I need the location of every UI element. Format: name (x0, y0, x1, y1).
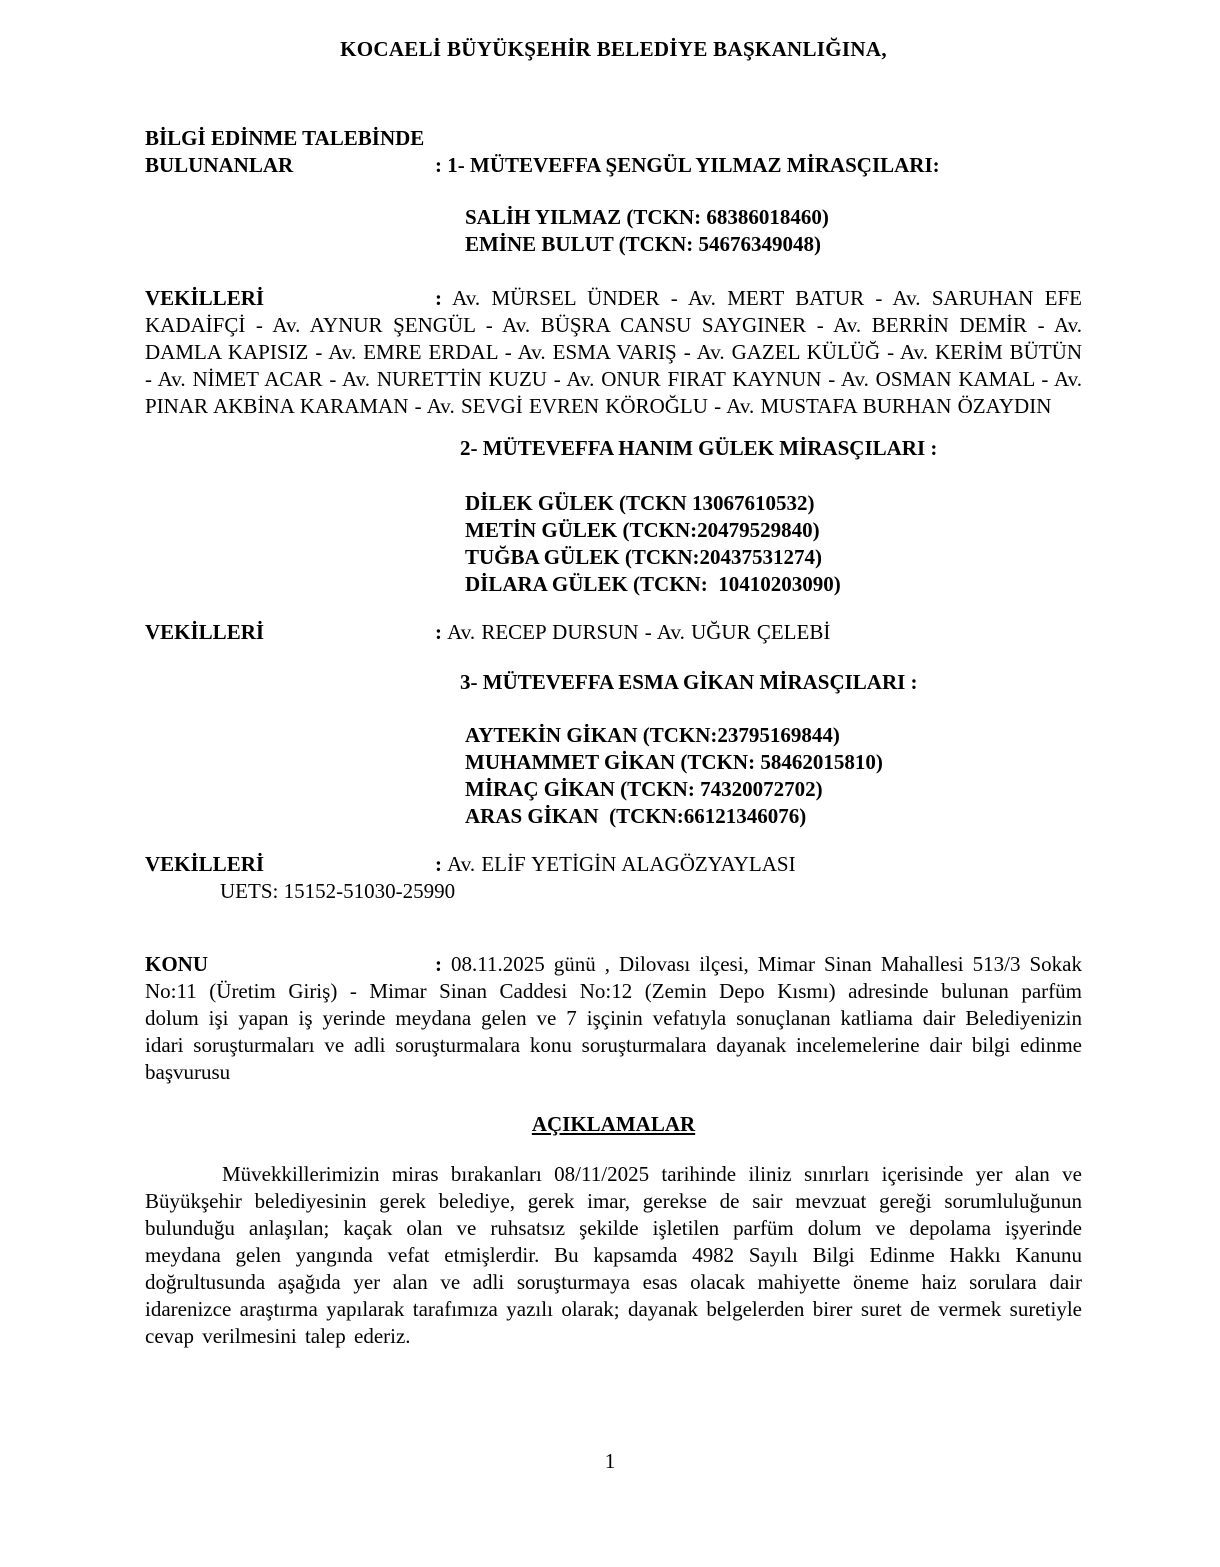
konu-text: 08.11.2025 günü , Dilovası ilçesi, Mimar Sinan Mahallesi 513/3 Sokak No:11 (Üretim Giriş) - Mimar Sinan Caddesi No:12 (Zemin Depo Kısmı) adresinde bulunan parfüm dolum işi yapan iş yerinde meydana gelen ve 7 işçinin vefatıyla sonuçlanan katliama dair Belediyenizin idari soruşturmaları ve adli soruşturmalara konu soruşturmalara dayanak incelemelerine dair bilgi edinme başvurusu (145, 952, 1082, 1084)
group-3-heirs (465, 722, 1082, 830)
heir-name: MİRAÇ GİKAN (TCKN: 74320072702) (465, 777, 823, 801)
group-1-heading: 1- MÜTEVEFFA ŞENGÜL YILMAZ MİRASÇILARI: (447, 153, 940, 177)
aciklamalar-paragraph: Müvekkillerimizin miras bırakanları 08/11/2025 tarihinde iliniz sınırları içerisinde yer alan ve Büyükşehir belediyesinin gerek belediye, gerek imar, gerekse de sair mevzuat gereği sorumluluğunun bulunduğu anlaşılan; kaçak olan ve ruhsatsız şekilde işletilen parfüm dolum ve depolama işyerinde meydana gelen yangında vefat etmişlerdir. Bu kapsamda 4982 Sayılı Bilgi Edinme Hakkı Kanunu doğrultusunda aşağıda yer alan ve adli soruşturmaya esas olacak mahiyette öneme haiz sorulara dair idarenizce araştırma yapılarak tarafımıza yazılı olarak; dayanak belgelerden birer suret de vermek suretiyle cevap verilmesini talep ederiz. (145, 1162, 1082, 1348)
uets-line: UETS: 15152-51030-25990 (220, 879, 456, 903)
applicants-label-line1: BİLGİ EDİNME TALEBİNDE (145, 126, 425, 150)
group-2-heading: 2- MÜTEVEFFA HANIM GÜLEK MİRASÇILARI : (460, 436, 938, 460)
attorneys-list: Av. RECEP DURSUN - Av. UĞUR ÇELEBİ (447, 620, 831, 644)
attorneys-label: VEKİLLERİ (145, 852, 265, 876)
konu-paragraph (145, 951, 1082, 1086)
applicants-label-line2: BULUNANLAR (145, 153, 294, 177)
aciklamalar-heading: AÇIKLAMALAR (531, 1112, 696, 1136)
konu-label: KONU (145, 952, 208, 976)
heir-name: SALİH YILMAZ (TCKN: 68386018460) (465, 205, 829, 229)
group-2-heirs (465, 490, 1082, 598)
group-3-heading: 3- MÜTEVEFFA ESMA GİKAN MİRASÇILARI : (460, 670, 918, 694)
attorneys-label: VEKİLLERİ (145, 286, 265, 310)
heir-name: DİLEK GÜLEK (TCKN 13067610532) (465, 491, 815, 515)
heir-name: EMİNE BULUT (TCKN: 54676349048) (465, 232, 822, 256)
colon-separator: : (435, 952, 442, 976)
attorneys-list: Av. ELİF YETİGİN ALAGÖZYAYLASI (447, 852, 796, 876)
colon-separator: : (435, 620, 442, 644)
group-1-attorneys (145, 285, 1082, 420)
colon-separator: : (435, 286, 442, 310)
heir-name: AYTEKİN GİKAN (TCKN:23795169844) (465, 723, 840, 747)
applicants-row (145, 152, 1082, 179)
heir-name: MUHAMMET GİKAN (TCKN: 58462015810) (465, 750, 883, 774)
group-3-attorneys (145, 851, 1082, 878)
heir-name: METİN GÜLEK (TCKN:20479529840) (465, 518, 820, 542)
colon-separator: : (435, 852, 442, 876)
group-2-attorneys (145, 619, 1082, 646)
heir-name: DİLARA GÜLEK (TCKN: 10410203090) (465, 572, 841, 596)
page-number: 1 (604, 1449, 616, 1473)
heir-name: TUĞBA GÜLEK (TCKN:20437531274) (465, 545, 823, 569)
colon-separator: : (435, 153, 442, 177)
applicants-block (145, 125, 1082, 179)
attorneys-list: Av. MÜRSEL ÜNDER - Av. MERT BATUR - Av. SARUHAN EFE KADAİFÇİ - Av. AYNUR ŞENGÜL - Av. BÜŞRA CANSU SAYGINER - Av. BERRİN DEMİR - Av. DAMLA KAPISIZ - Av. EMRE ERDAL - Av. ESMA VARIŞ - Av. GAZEL KÜLÜĞ - Av. KERİM BÜTÜN - Av. NİMET ACAR - Av. NURETTİN KUZU - Av. ONUR FIRAT KAYNUN - Av. OSMAN KAMAL - Av. PINAR AKBİNA KARAMAN - Av. SEVGİ EVREN KÖROĞLU - Av. MUSTAFA BURHAN ÖZAYDIN (145, 286, 1082, 418)
attorneys-label: VEKİLLERİ (145, 620, 265, 644)
group-1-heirs (465, 204, 1082, 258)
heir-name: ARAS GİKAN (TCKN:66121346076) (465, 804, 807, 828)
document-title: KOCAELİ BÜYÜKŞEHİR BELEDİYE BAŞKANLIĞINA, (340, 37, 887, 61)
